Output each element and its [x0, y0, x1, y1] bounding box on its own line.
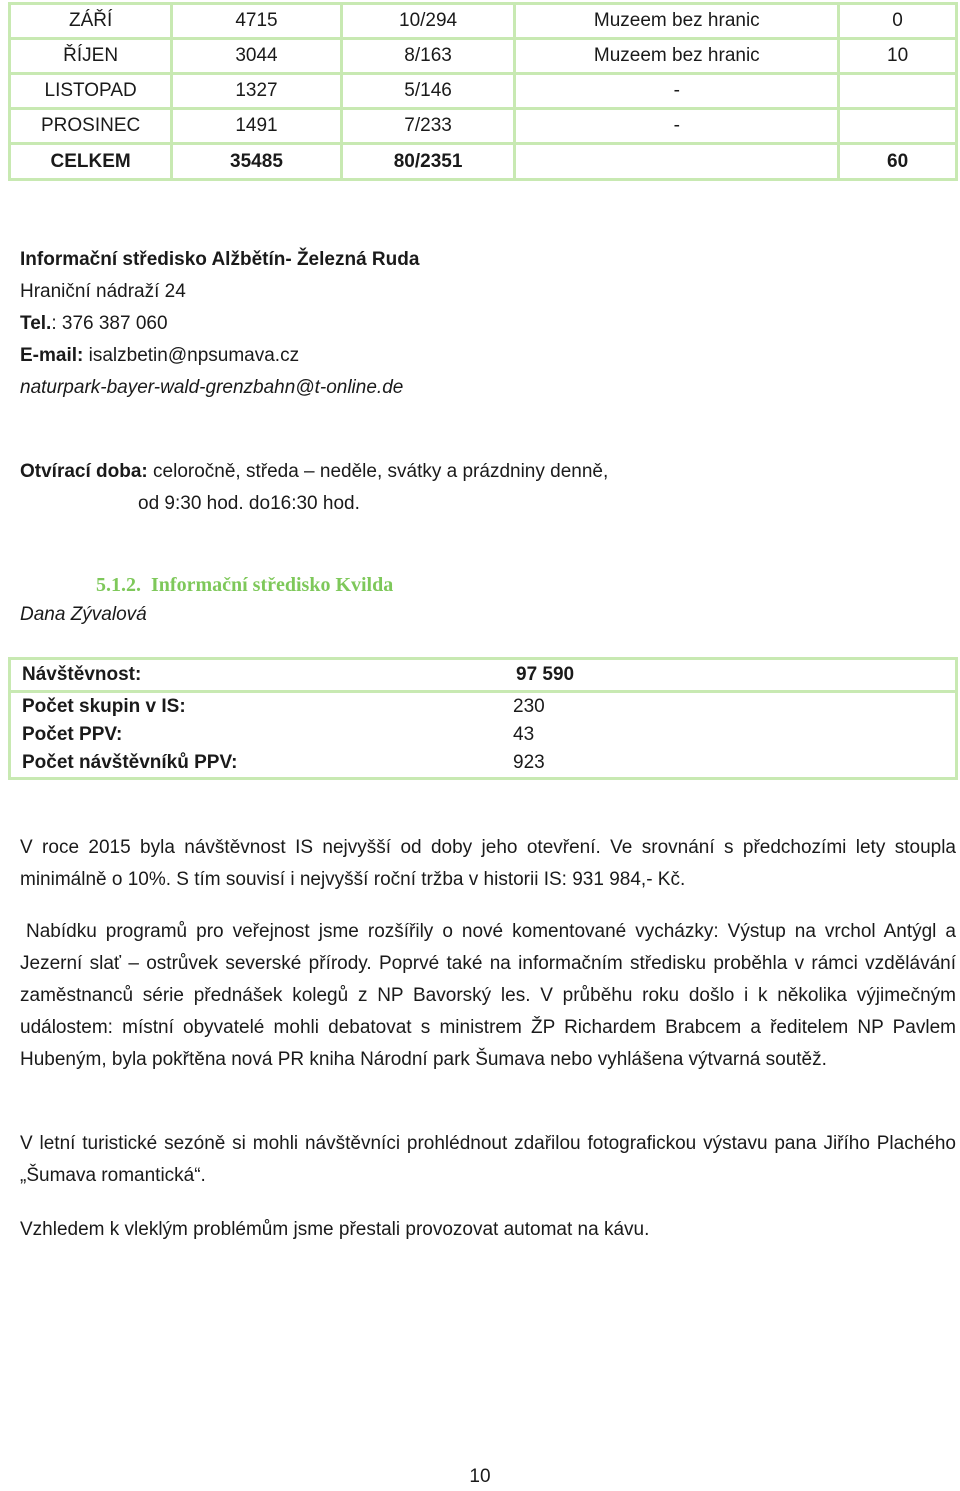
phone-label: Tel.: [20, 313, 52, 334]
event-cell: -: [515, 74, 839, 109]
table-row: [10, 692, 957, 722]
section-title: Informační středisko Kvilda: [151, 574, 394, 596]
total-groups-cell: 80/2351: [341, 144, 515, 180]
visits-cell: 1491: [172, 109, 342, 144]
table-row: [10, 39, 957, 74]
visits-cell: 4715: [172, 4, 342, 39]
stat-value: 230: [502, 692, 957, 722]
stat-value: 97 590: [502, 659, 957, 692]
center-email: [20, 340, 419, 372]
total-label-cell: CELKEM: [10, 144, 172, 180]
section-author: Dana Zývalová: [20, 604, 147, 625]
paragraph-exhibition: V letní turistické sezóně si mohli návštěvníci prohlédnout zdařilou fotografickou výstavu pana Jiřího Plachého „Šumava romantická“.: [20, 1133, 956, 1186]
event-cell: Muzeem bez hranic: [515, 4, 839, 39]
opening-line-1: [20, 456, 608, 488]
groups-cell: 8/163: [341, 39, 515, 74]
email2-value[interactable]: naturpark-bayer-wald-grenzbahn@t-online.de: [20, 377, 404, 398]
visits-cell: 3044: [172, 39, 342, 74]
paragraph-visitors: V roce 2015 byla návštěvnost IS nejvyšší od doby jeho otevření. Ve srovnání s předchozími lety stoupla minimálně o 10%. S tím souvisí i nejvyšší roční tržba v historii IS: 931 984,- Kč.: [20, 837, 956, 890]
page-number: 10: [469, 1466, 491, 1487]
stat-label: Počet návštěvníků PPV:: [10, 749, 503, 779]
stat-label: Počet PPV:: [10, 721, 503, 749]
total-event-cell: [515, 144, 839, 180]
stat-value: 43: [502, 721, 957, 749]
table-row: [10, 721, 957, 749]
month-cell: PROSINEC: [10, 109, 172, 144]
count-cell: 10: [839, 39, 957, 74]
count-cell: [839, 74, 957, 109]
email-label: E-mail:: [20, 345, 84, 366]
stat-label: Počet skupin v IS:: [10, 692, 503, 722]
section-number: 5.1.2.: [96, 574, 141, 596]
month-cell: LISTOPAD: [10, 74, 172, 109]
center-name: Informační středisko Alžbětín- Železná Ruda: [20, 249, 420, 270]
paragraph-programs: Nabídku programů pro veřejnost jsme rozšířily o nové komentované vycházky: Výstup na vrchol Antýgl a Jezerní slať – ostrůvek severské přírody. Poprvé také na informačním středisku proběhla v rámci vzdělávání zaměstnanců série přednášek kolegů z NP Bavorský les. V průběhu roku došlo i k několika výjimečným událostem: místní obyvatelé mohli debatovat s ministrem ŽP Richardem Brabcem a ředitelem NP Pavlem Hubeným, byla pokřtěna nová PR kniha Národní park Šumava nebo vyhlášena výtvarná soutěž.: [20, 921, 956, 1070]
visits-cell: 1327: [172, 74, 342, 109]
total-visits-cell: 35485: [172, 144, 342, 180]
count-cell: [839, 109, 957, 144]
stat-value: 923: [502, 749, 957, 779]
groups-cell: 10/294: [341, 4, 515, 39]
table-row: [10, 659, 957, 692]
table-row: [10, 109, 957, 144]
count-cell: 0: [839, 4, 957, 39]
groups-cell: 7/233: [341, 109, 515, 144]
monthly-visits-table: [8, 2, 958, 181]
opening-text-2: od 9:30 hod. do16:30 hod.: [138, 493, 360, 514]
opening-text-1: celoročně, středa – neděle, svátky a prázdniny denně,: [147, 461, 609, 482]
table-row: [10, 749, 957, 779]
section-heading: [96, 574, 393, 597]
email-value[interactable]: isalzbetin@npsumava.cz: [83, 345, 300, 366]
stat-label: Návštěvnost:: [10, 659, 503, 692]
event-cell: Muzeem bez hranic: [515, 39, 839, 74]
center-info-block: [20, 244, 419, 404]
opening-hours: [20, 456, 608, 520]
center-phone: [20, 308, 419, 340]
stats-table: [8, 657, 958, 780]
month-cell: ZÁŘÍ: [10, 4, 172, 39]
total-count-cell: 60: [839, 144, 957, 180]
month-cell: ŘÍJEN: [10, 39, 172, 74]
phone-value: : 376 387 060: [51, 313, 168, 334]
table-total-row: [10, 144, 957, 180]
opening-label: Otvírací doba:: [20, 461, 148, 482]
groups-cell: 5/146: [341, 74, 515, 109]
center-address: Hraniční nádraží 24: [20, 281, 186, 302]
table-row: [10, 74, 957, 109]
center-email-2: [20, 372, 419, 404]
event-cell: -: [515, 109, 839, 144]
table-row: [10, 4, 957, 39]
paragraph-coffee: Vzhledem k vleklým problémům jsme přestali provozovat automat na kávu.: [20, 1219, 650, 1240]
